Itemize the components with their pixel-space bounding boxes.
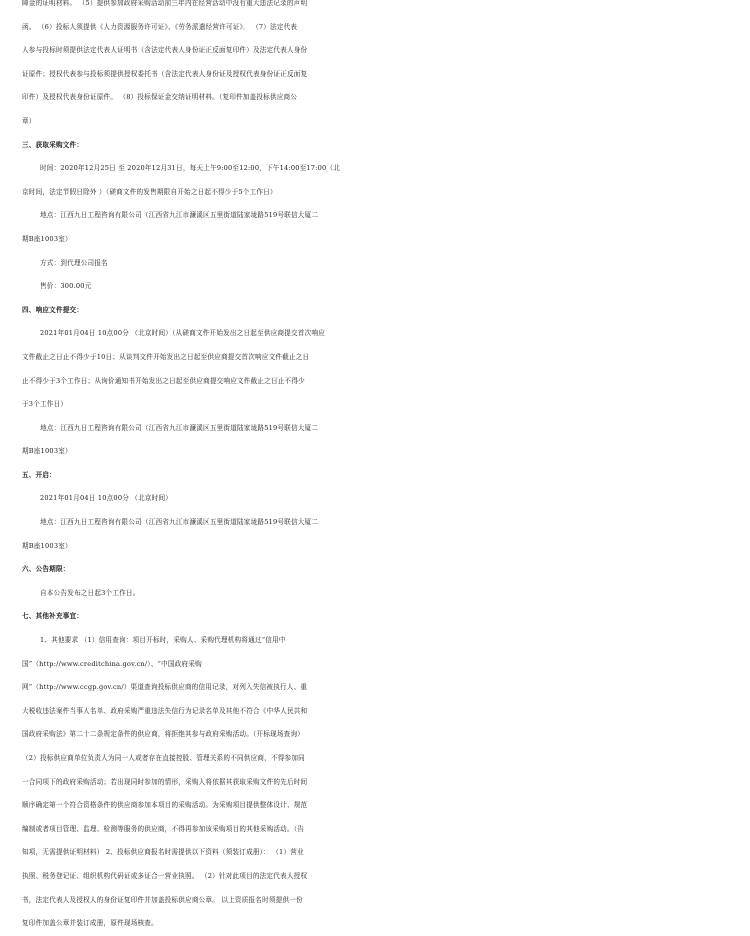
- text-line: 国政府采购法》第二十二条规定条件的供应商，将拒绝其参与政府采购活动。（开标现场查询）: [22, 730, 305, 739]
- text-line: 地点：江西九日工程咨询有限公司（江西省九江市濂溪区五里街道陆家垅路519号联信大厦二: [40, 423, 319, 432]
- text-line: 网”（http://www.ccgp.gov.cn/）渠道查询投标供应商的信用记录，对列入失信被执行人、重: [22, 683, 308, 692]
- text-line: 售价：300.00元: [40, 282, 92, 291]
- text-line: 止不得少于3个工作日；从询价通知书开始发出之日起至供应商提交响应文件截止之日止不得少: [22, 376, 305, 385]
- text-line: 复印件加盖公章并装订成册，原件现场核查。: [22, 919, 158, 928]
- text-line: 文件截止之日止不得少于10日；从谈判文件开始发出之日起至供应商提交首次响应文件截止之日: [22, 352, 310, 361]
- text-line: 地点：江西九日工程咨询有限公司（江西省九江市濂溪区五里街道陆家垅路519号联信大厦二: [40, 211, 319, 220]
- text-line: 编制或者项目管理、监理、检测等服务的供应商，不得再参加该采购项目的其他采购活动。（告: [22, 824, 305, 833]
- text-line: 1、其他要求 （1）信用查询：项目开标时，采购人、采购代理机构将通过“信用中: [40, 636, 286, 645]
- text-line: 2021年01月04日 10点00分 （北京时间）: [40, 494, 173, 503]
- text-line: 大税收违法案件当事人名单、政府采购严重违法失信行为记录名单及其他不符合《中华人民共和: [22, 706, 308, 715]
- text-line: 国”（http://www.creditchina.gov.cn/）、“中国政府采购: [22, 659, 202, 668]
- text-line: 期B座1003室）: [22, 541, 72, 550]
- text-line: 一合同项下的政府采购活动；若出现同时参加的情形，采购人将依据其获取采购文件的先后时间: [22, 777, 308, 786]
- text-line: 函。 （6）投标人须提供《人力资源服务许可证》、《劳务派遣经营许可证》． （7）法定代表: [22, 22, 298, 31]
- text-line: 知项，无需提供证明材料） 2、投标供应商报名时需提供以下资料（须装订成册）： （1）营业: [22, 848, 304, 857]
- text-line: 印件）及授权代表身份证原件。 （8）投标保证金交纳证明材料。（复印件加盖投标供应商公: [22, 93, 298, 102]
- text-line: 时间：2020年12月25日 至 2020年12月31日，每天上午9:00至12:00，下午14:00至17:00（北: [40, 164, 340, 173]
- text-line: 障金的证明材料。 （5）提供参加政府采购活动前三年内在经营活动中没有重大违法记录的声明: [22, 0, 308, 7]
- section-heading-notice-period: 六、公告期限：: [22, 565, 70, 574]
- section-heading-obtain-docs: 三、获取采购文件：: [22, 140, 84, 149]
- text-line: 方式：到代理公司报名: [40, 258, 108, 267]
- text-line: 证原件；授权代表参与投标须提供授权委托书（含法定代表人身份证及授权代表身份证正反面复: [22, 69, 308, 78]
- section-heading-submission: 四、响应文件提交：: [22, 305, 84, 314]
- text-line: 京时间，法定节假日除外 ）（磋商文件的发售期限自开始之日起不得少于5个工作日）: [22, 187, 277, 196]
- text-line: 章）: [22, 116, 36, 125]
- text-line: 自本公告发布之日起3个工作日。: [40, 588, 140, 597]
- section-heading-other-matters: 七、其他补充事宜：: [22, 612, 84, 621]
- text-line: 期B座1003室）: [22, 447, 72, 456]
- section-heading-opening: 五、开启：: [22, 470, 56, 479]
- text-line: （2）投标供应商单位负责人为同一人或者存在直接控股、管理关系的不同供应商，不得参加同: [22, 754, 305, 762]
- text-line: 于3个工作日）: [22, 400, 68, 409]
- text-line: 期B座1003室）: [22, 234, 72, 243]
- text-line: 执照、税务登记证、组织机构代码证或多证合一营业执照。 （2）针对此项目的法定代表人授权: [22, 871, 308, 880]
- text-line: 顺序确定第一个符合资格条件的供应商参加本项目的采购活动。为采购项目提供整体设计、规范: [22, 801, 308, 810]
- text-line: 地点：江西九日工程咨询有限公司（江西省九江市濂溪区五里街道陆家垅路519号联信大厦二: [40, 518, 319, 527]
- text-line: 2021年01月04日 10点00分 （北京时间）（从磋商文件开始发出之日起至供应商提交首次响应: [40, 329, 326, 338]
- text-line: 人参与投标时须提供法定代表人证明书（含法定代表人身份证正反面复印件）及法定代表人身份: [22, 46, 308, 55]
- text-line: 书，法定代表人及授权人的身份证复印件并加盖投标供应商公章。 以上资质报名时须提供一份: [22, 895, 303, 904]
